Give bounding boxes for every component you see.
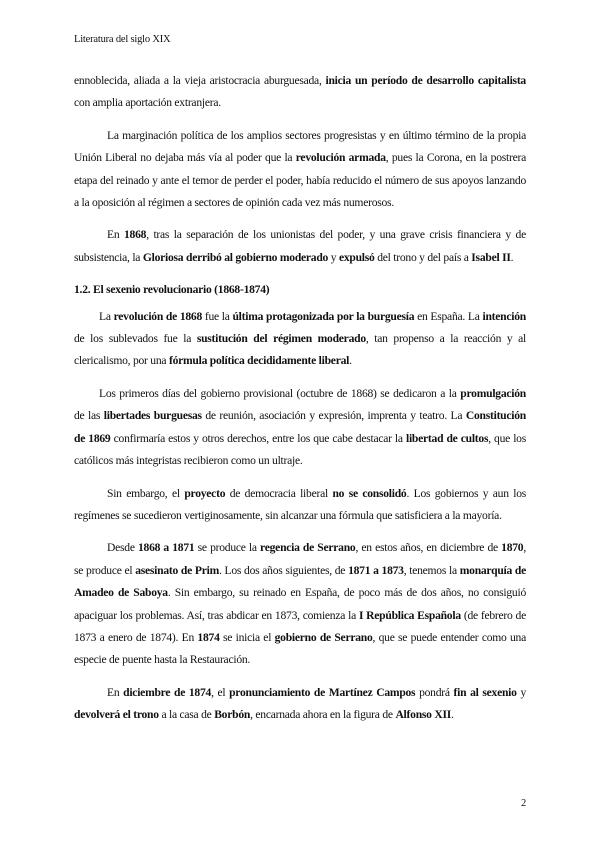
paragraph-4: La revolución de 1868 fue la última protagonizada por la burguesía en España. La intención de los sublevados fue la sustitución del régimen moderado, tan propenso a la reacción y al clericalismo, por una fórmula política decididamente liberal. [74, 309, 527, 368]
paragraph-1: ennoblecida, aliada a la vieja aristocracia aburguesada, inicia un período de desarrollo capitalista con amplia aportación extranjera. [74, 74, 526, 110]
running-header: Literatura del siglo XIX [74, 34, 171, 45]
paragraph-8: En diciembre de 1874, el pronunciamiento de Martínez Campos pondrá fin al sexenio y devolverá el trono a la casa de Borbón, encarnada ahora en la figura de Alfonso XII. [74, 685, 526, 722]
paragraph-6: Sin embargo, el proyecto de democracia liberal no se consolidó. Los gobiernos y aun los regímenes se sucedieron vertiginosamente, sin alcanzar una fórmula que satisficiera a la mayoría. [74, 486, 527, 522]
page-number: 2 [521, 798, 527, 809]
paragraph-7: Desde 1868 a 1871 se produce la regencia de Serrano, en estos años, en diciembre de 1870, se produce el asesinato de Prim. Los dos años siguientes, de 1871 a 1873, tenemos la monarquía de Amadeo de Saboya. Sin embargo, su reinado en España, de poco más de dos años, no consiguió apaciguar los problemas. Así, tras abdicar en 1873, comienza la I República Española (de febrero de 1873 a enero de 1874). En 1874 se inicia el gobierno de Serrano, que se puede entender como una especie de puente hasta la Restauración. [74, 541, 527, 667]
document-body [74, 70, 526, 737]
paragraph-5: Los primeros días del gobierno provisional (octubre de 1868) se dedicaron a la promulgación de las libertades burguesas de reunión, asociación y expresión, imprenta y teatro. La Constitución de 1869 confirmaría estos y otros derechos, entre los que cabe destacar la libertad de cultos, que los católicos más integristas recibieron como un ultraje. [74, 386, 526, 468]
paragraph-3: En 1868, tras la separación de los unionistas del poder, y una grave crisis financiera y de subsistencia, la Gloriosa derribó al gobierno moderado y expulsó del trono y del país a Isabel II. [74, 228, 527, 264]
section-heading: 1.2. El sexenio revolucionario (1868-1874) [74, 283, 270, 297]
paragraph-2: La marginación política de los amplios sectores progresistas y en último término de la propia Unión Liberal no dejaba más vía al poder que la revolución armada, pues la Corona, en la postrera etapa del reinado y ante el temor de perder el poder, había reducido el número de sus apoyos lanzando a la oposición al régimen a sectores de opinión cada vez más numerosos. [74, 128, 527, 210]
